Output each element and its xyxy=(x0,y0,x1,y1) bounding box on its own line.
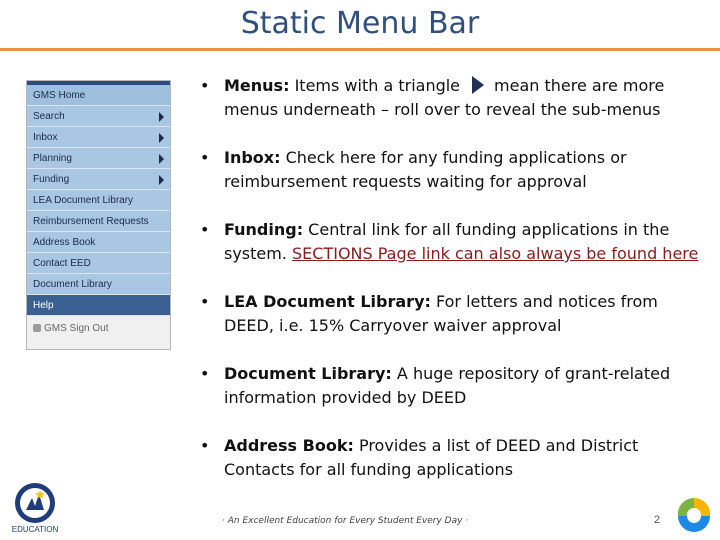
bullet-term: Address Book: xyxy=(224,436,354,455)
menu-item-contact-eed[interactable] xyxy=(27,253,170,274)
bullet-menus xyxy=(198,74,708,122)
menu-item-gms-home[interactable] xyxy=(27,85,170,106)
menu-item-search[interactable] xyxy=(27,106,170,127)
footer-tagline: · An Excellent Education for Every Student Every Day · xyxy=(222,516,469,526)
bullet-dot: • xyxy=(200,76,210,95)
bullet-text: Provides a list of DEED and District Contacts for all funding applications xyxy=(224,436,639,479)
menu-item-label: Help xyxy=(33,300,54,311)
bullet-text: A huge repository of grant-related information provided by DEED xyxy=(224,364,671,407)
menu-item-document-library[interactable] xyxy=(27,274,170,295)
bullet-dot: • xyxy=(200,220,210,239)
menu-item-inbox[interactable] xyxy=(27,127,170,148)
menu-item-funding[interactable] xyxy=(27,169,170,190)
bullet-text: mean there are more menus underneath – roll over to reveal the sub-menus xyxy=(224,76,665,119)
bullet-dot: • xyxy=(200,364,210,383)
bullet-text: Central link for all funding applications in the system. xyxy=(224,220,670,263)
bullet-term: Menus: xyxy=(224,76,290,95)
menu-item-label: Contact EED xyxy=(33,258,91,269)
page-number: 2 xyxy=(654,514,661,526)
logo-text: EDUCATION xyxy=(11,525,59,534)
triangle-icon xyxy=(472,76,484,94)
bullet-term: Inbox: xyxy=(224,148,281,167)
bullet-text: For letters and notices from DEED, i.e. 15% Carryover waiver approval xyxy=(224,292,658,335)
menu-item-label: Address Book xyxy=(33,237,96,248)
static-menu-bar xyxy=(26,80,171,350)
menu-item-lea-document-library[interactable] xyxy=(27,190,170,211)
bullet-list xyxy=(198,74,708,506)
sections-page-link[interactable]: SECTIONS Page link can also always be found here xyxy=(292,244,699,263)
menu-item-help[interactable] xyxy=(27,295,170,316)
bullet-text: Items with a triangle xyxy=(289,76,461,95)
submenu-arrow-icon xyxy=(159,133,164,143)
menu-item-reimbursement-requests[interactable] xyxy=(27,211,170,232)
slide-title: Static Menu Bar xyxy=(240,6,480,41)
menu-item-address-book[interactable] xyxy=(27,232,170,253)
menu-item-label: Inbox xyxy=(33,132,58,143)
bullet-inbox xyxy=(198,146,708,194)
bullet-document-library xyxy=(198,362,708,410)
submenu-arrow-icon xyxy=(159,175,164,185)
lock-icon xyxy=(33,324,41,332)
menu-item-sign-out[interactable] xyxy=(27,316,170,342)
submenu-arrow-icon xyxy=(159,112,164,122)
bullet-address-book xyxy=(198,434,708,482)
bullet-funding xyxy=(198,218,708,266)
bullet-text: Check here for any funding applications or reimbursement requests waiting for approval xyxy=(224,148,627,191)
title-underline xyxy=(0,48,720,51)
bullet-lea-document-library xyxy=(198,290,708,338)
menu-item-label: Funding xyxy=(33,174,70,185)
submenu-arrow-icon xyxy=(159,154,164,164)
bullet-dot: • xyxy=(200,436,210,455)
education-seal-logo xyxy=(6,480,64,536)
partner-swirl-logo xyxy=(670,490,718,536)
bullet-term: Document Library: xyxy=(224,364,392,383)
bullet-dot: • xyxy=(200,292,210,311)
menu-item-label: GMS Home xyxy=(33,90,86,101)
menu-item-planning[interactable] xyxy=(27,148,170,169)
menu-item-label: Document Library xyxy=(33,279,112,290)
bullet-term: Funding: xyxy=(224,220,304,239)
menu-item-label: LEA Document Library xyxy=(33,195,134,206)
menu-item-label: Search xyxy=(33,111,65,122)
bullet-term: LEA Document Library: xyxy=(224,292,431,311)
menu-item-label: Reimbursement Requests xyxy=(33,216,149,227)
bullet-dot: • xyxy=(200,148,210,167)
menu-item-label: Planning xyxy=(33,153,72,164)
menu-item-label: GMS Sign Out xyxy=(44,323,109,334)
